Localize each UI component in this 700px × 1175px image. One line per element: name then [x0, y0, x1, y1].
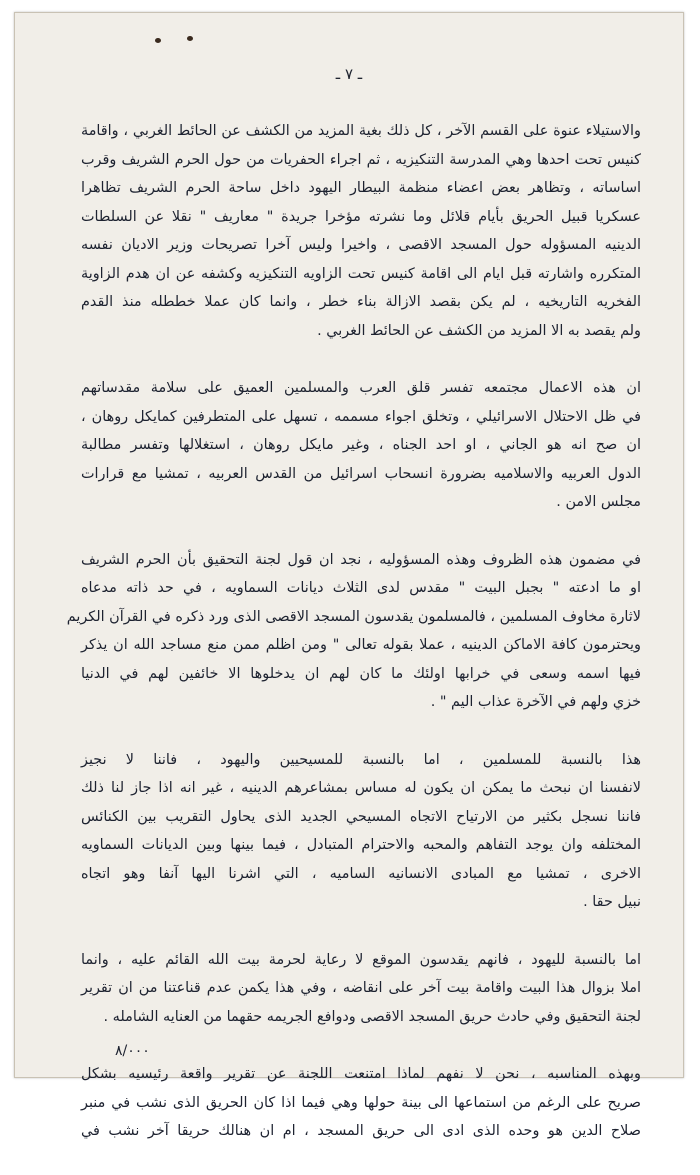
- text-line: فيها اسمه وسعى في خرابها اولئك ما كان لهم ان يدخلوها الا خائفين لهم في الدنيا: [81, 665, 641, 682]
- text-line: او ما ادعته " بجبل البيت " مقدس لدى الثلاث ديانات السماويه ، في حد ذاته مدعاه: [81, 580, 641, 596]
- text-line: في مضمون هذه الظروف وهذه المسؤوليه ، نجد ان قول لجنة التحقيق بأن الحرم الشريف: [81, 551, 641, 568]
- letter-body: [66, 117, 641, 1175]
- text-line: لانفسنا ان نبحث ما يمكن ان يكون له مساس بمشاعرهم الدينيه ، غير انه اذا جاز لنا ذلك: [81, 780, 641, 796]
- document-page: [14, 12, 684, 1139]
- paragraph: [81, 746, 641, 917]
- text-line: املا بزوال هذا البيت واقامة بيت آخر على انقاضه ، وفي هذا يكمن عدم قناعتنا من ان تقرير: [81, 980, 641, 996]
- punch-hole-mark: [187, 36, 193, 41]
- text-line: وبهذه المناسبه ، نحن لا نفهم لماذا امتنعت اللجنة عن تقرير واقعة رئيسيه بشكل: [81, 1066, 641, 1082]
- text-line: لجنة التحقيق وفي حادث حريق المسجد الاقصى ودوافع الجريمه حقهما من العنايه الشامله .: [103, 1008, 641, 1025]
- text-line: ويحترمون كافة الاماكن الدينيه ، عملا بقوله تعالى " ومن اظلم ممن منع مساجد الله ان يذكر: [81, 637, 641, 653]
- text-line: الدول العربيه والاسلاميه بضرورة انسحاب اسرائيل من القدس العربيه ، تمشيا مع قرارات: [81, 465, 641, 482]
- text-line: الفخريه التاريخيه ، لم يكن بقصد الازالة بناء خطر ، وانما كان عملا خططله منذ القدم: [81, 294, 641, 310]
- text-line: والاستيلاء عنوة على القسم الآخر ، كل ذلك بغية المزيد من الكشف عن الحائط الغربي ، واقامة: [81, 123, 641, 139]
- text-line: فاننا نسجل بكثير من الارتياح الاتجاه المسيحي الجديد الذى يحاول التقريب بين الكنائس: [81, 808, 641, 825]
- paragraph: [66, 546, 641, 717]
- text-line: كنيس تحت احدها وهي المدرسة التنكيزيه ، ثم اجراء الحفريات من حول الحرم الشريف وقرب: [81, 151, 641, 168]
- text-line: ان هذه الاعمال مجتمعه تفسر قلق العرب والمسلمين العميق على سلامة مقدساتهم: [81, 380, 641, 396]
- text-line: اساساته ، وتظاهر بعض اعضاء منظمة البيطار اليهود داخل ساحة الحرم الشريف تظاهرا: [81, 180, 641, 196]
- text-line: مجلس الامن .: [556, 494, 641, 510]
- page-number: ـ ٧ ـ: [335, 65, 363, 83]
- punch-hole-mark: [155, 38, 161, 43]
- text-line: في ظل الاحتلال الاسرائيلي ، وتخلق اجواء مسممه ، تسهل على المتطرفين كمايكل روهان ،: [81, 408, 641, 425]
- text-line: المتكرره واشارته قبل ايام الى اقامة كنيس تحت الزاويه التنكيزيه وكشفه عن ان هدم الزاوية: [81, 265, 641, 282]
- paragraph: [81, 374, 641, 517]
- text-line: الاخرى ، تمشيا مع المبادى الانسانيه الساميه ، التي اشرنا اليها آنفا وهو اتجاه: [81, 865, 641, 882]
- text-line: عسكريا قبيل الحريق بأيام قلائل وما نشرته مؤخرا جريدة " معاريف " نقلا عن السلطات: [81, 208, 641, 225]
- text-line: صريح على الرغم من استماعها الى بينة حولها وهي فيما اذا كان الحريق الذى نشب في منبر: [81, 1094, 641, 1111]
- text-line: لاثارة مخاوف المسلمين ، فالمسلمون يقدسون المسجد الاقصى الذى ورد ذكره في القرآن الكريم: [66, 608, 641, 625]
- continuation-page-mark: ٨/٠٠٠: [115, 1043, 150, 1059]
- text-line: نبيل حقا .: [583, 894, 641, 910]
- text-line: اما بالنسبة لليهود ، فانهم يقدسون الموقع لا رعاية لحرمة بيت الله القائم عليه ، وانما: [81, 951, 641, 968]
- text-line: الدينيه المسؤوله حول المسجد الاقصى ، واخيرا وليس آخرا تصريحات وزير الاديان نفسه: [81, 237, 641, 253]
- paragraph: [81, 1060, 641, 1146]
- text-line: المختلفه وان يوجد التفاهم والمحبه والاحترام المتبادل ، فيما بينها وبين الديانات السماويه: [81, 837, 641, 853]
- text-line: هذا بالنسبة للمسلمين ، اما بالنسبة للمسيحيين واليهود ، فاننا لا نجيز: [81, 751, 641, 768]
- text-line: صلاح الدين هو وحده الذى ادى الى حريق المسجد ، ام ان هنالك حريقا آخر نشب في: [81, 1123, 641, 1139]
- text-line: خزي ولهم في الآخرة عذاب اليم " .: [430, 694, 641, 710]
- paragraph: [81, 946, 641, 1032]
- text-line: ان صح انه هو الجاني ، او احد الجناه ، وغير مايكل روهان ، استغلالها وتفسر مطالبة: [81, 437, 641, 453]
- paragraph: [81, 117, 641, 345]
- text-line: ولم يقصد به الا المزيد من الكشف عن الحائط الغربي .: [317, 322, 641, 339]
